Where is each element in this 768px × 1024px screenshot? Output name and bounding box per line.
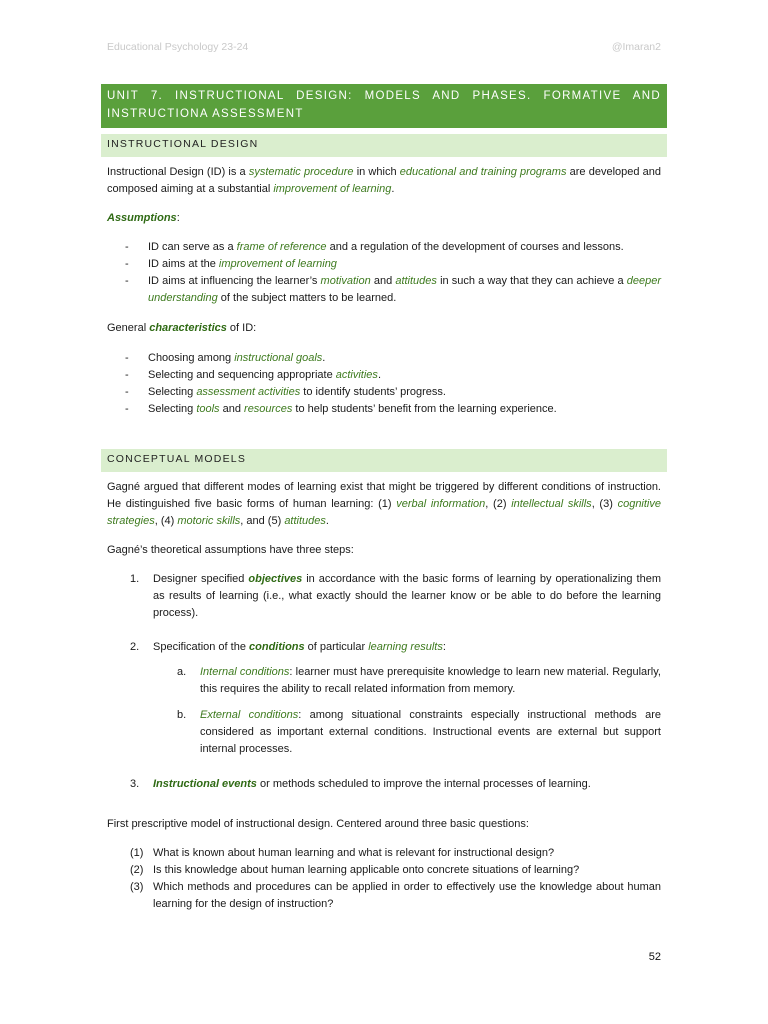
emphasis-term: motivation xyxy=(320,275,371,287)
dash-bullet: - xyxy=(125,403,129,415)
text-run: , and (5) xyxy=(240,515,285,527)
text-run: . xyxy=(377,369,381,381)
characteristics-heading xyxy=(107,320,661,337)
sub-step-text xyxy=(200,664,661,698)
emphasis-term: educational and training programs xyxy=(399,166,567,178)
text-run: of the subject matters to be learned. xyxy=(217,292,397,304)
text-run: ID can serve as a xyxy=(148,241,237,253)
sub-step-letter: b. xyxy=(177,709,187,721)
list-item xyxy=(107,350,661,367)
question-number: (3) xyxy=(130,881,144,893)
text-run: ID aims at influencing the learner’s xyxy=(148,275,321,287)
list-item xyxy=(107,256,661,273)
emphasis-term: tools xyxy=(196,403,220,415)
emphasis-term: frame of reference xyxy=(236,241,327,253)
text-run: : among situational constraints especially instructional methods are considered as important external conditions. Instructional events are external but support internal processes. xyxy=(200,709,661,755)
text-run: Instructional Design (ID) is a xyxy=(107,166,249,178)
text-run: Gagné argued that different modes of learning exist that might be triggered by different conditions of instruction. He distinguished five basic forms of human learning: (1) xyxy=(107,481,661,510)
text-run: : learner must have prerequisite knowledge to learn new material. Regularly, this requires the ability to recall related information from memory. xyxy=(200,666,661,695)
text-run: Selecting and sequencing appropriate xyxy=(148,369,336,381)
characteristics-label: characteristics xyxy=(149,322,227,334)
emphasis-term: deeper understanding xyxy=(148,275,661,304)
question-number: (1) xyxy=(130,847,144,859)
dash-bullet: - xyxy=(125,386,129,398)
emphasis-term: verbal information xyxy=(396,498,486,510)
list-item xyxy=(107,401,661,418)
list-item xyxy=(107,239,661,256)
text-run: Specification of the xyxy=(153,641,250,653)
sub-step-letter: a. xyxy=(177,666,187,678)
text-run: and xyxy=(219,403,245,415)
text-run: of ID: xyxy=(226,322,257,334)
text-run: ID aims at the xyxy=(148,258,219,270)
question-text: Is this knowledge about human learning applicable onto concrete situations of learning? xyxy=(153,864,580,876)
step-text xyxy=(153,776,661,793)
emphasis-term: Internal conditions xyxy=(200,666,290,678)
text-run: in such a way that they can achieve a xyxy=(436,275,627,287)
question-1 xyxy=(107,845,661,862)
gagne-intro-paragraph xyxy=(107,479,661,530)
emphasis-term: systematic procedure xyxy=(248,166,354,178)
characteristics-list xyxy=(107,350,661,418)
text-run: General xyxy=(107,322,150,334)
instructional-design-definition xyxy=(107,164,661,198)
step-2a xyxy=(107,664,661,698)
emphasis-term: improvement of learning xyxy=(273,183,392,195)
text-run: : xyxy=(442,641,446,653)
text-run: in which xyxy=(353,166,400,178)
page-number: 52 xyxy=(648,951,661,963)
text-run: . xyxy=(391,183,395,195)
header-author-handle: @Imaran2 xyxy=(611,41,661,53)
text-run: Selecting xyxy=(148,403,197,415)
emphasis-term: External conditions xyxy=(200,709,299,721)
question-text: Which methods and procedures can be applied in order to effectively use the knowledge about human learning for the design of instruction? xyxy=(153,881,661,910)
dash-bullet: - xyxy=(125,369,129,381)
text-run: , (4) xyxy=(154,515,178,527)
emphasis-term: objectives xyxy=(248,573,303,585)
step-2b xyxy=(107,707,661,758)
emphasis-term: attitudes xyxy=(284,515,326,527)
question-text: What is known about human learning and what is relevant for instructional design? xyxy=(153,847,555,859)
prescriptive-model-intro: First prescriptive model of instructional design. Centered around three basic questions: xyxy=(107,818,529,830)
assumptions-heading xyxy=(107,210,661,227)
text-run: , (3) xyxy=(591,498,618,510)
emphasis-term: assessment activities xyxy=(196,386,301,398)
text-run: . xyxy=(322,352,326,364)
emphasis-term: intellectual skills xyxy=(511,498,592,510)
text-run: : xyxy=(176,212,180,224)
sub-step-text xyxy=(200,707,661,758)
emphasis-term: resources xyxy=(244,403,293,415)
text-run: are developed and composed aiming at a substantial xyxy=(107,166,662,195)
text-run: , (2) xyxy=(485,498,512,510)
step-3 xyxy=(107,776,661,793)
dash-bullet: - xyxy=(125,258,129,270)
text-run: Designer specified xyxy=(153,573,249,585)
steps-intro: Gagné’s theoretical assumptions have three steps: xyxy=(107,544,354,556)
step-text xyxy=(153,639,661,656)
text-run: and xyxy=(370,275,396,287)
question-number: (2) xyxy=(130,864,144,876)
text-run: or methods scheduled to improve the internal processes of learning. xyxy=(256,778,591,790)
text-run: Selecting xyxy=(148,386,197,398)
emphasis-term: cognitive strategies xyxy=(107,498,661,527)
list-item xyxy=(107,384,661,401)
emphasis-term: conditions xyxy=(249,641,305,653)
step-number: 1. xyxy=(130,573,140,585)
text-run: to help students’ benefit from the learning experience. xyxy=(292,403,557,415)
question-3 xyxy=(107,879,661,913)
text-run: Choosing among xyxy=(148,352,235,364)
text-run: and a regulation of the development of courses and lessons. xyxy=(326,241,624,253)
emphasis-term: improvement of learning xyxy=(218,258,337,270)
running-header xyxy=(107,41,661,53)
text-run: in accordance with the basic forms of learning by operationalizing them as results of learning (i.e., what exactly should the learner know or be able to do before the learning process). xyxy=(153,573,661,619)
text-run: . xyxy=(325,515,329,527)
step-1 xyxy=(107,571,661,622)
emphasis-term: instructional goals xyxy=(234,352,323,364)
emphasis-term: Instructional events xyxy=(153,778,257,790)
list-item xyxy=(107,367,661,384)
list-item xyxy=(107,273,661,307)
assumptions-label: Assumptions xyxy=(107,212,177,224)
text-run: to identify students’ progress. xyxy=(300,386,446,398)
dash-bullet: - xyxy=(125,241,129,253)
emphasis-term: motoric skills xyxy=(177,515,241,527)
step-2 xyxy=(107,639,661,656)
step-number: 3. xyxy=(130,778,140,790)
dash-bullet: - xyxy=(125,352,129,364)
question-2 xyxy=(107,862,661,879)
dash-bullet: - xyxy=(125,275,129,287)
emphasis-term: activities xyxy=(335,369,378,381)
emphasis-term: learning results xyxy=(368,641,443,653)
step-number: 2. xyxy=(130,641,140,653)
header-course-title: Educational Psychology 23-24 xyxy=(107,41,249,53)
unit-title-banner: UNIT 7. INSTRUCTIONAL DESIGN: MODELS AND PHASES. FORMATIVE AND INSTRUCTIONA ASSESSMENT xyxy=(101,84,667,128)
assumptions-list xyxy=(107,239,661,307)
section-heading-instructional-design: INSTRUCTIONAL DESIGN xyxy=(101,134,667,157)
text-run: of particular xyxy=(304,641,369,653)
emphasis-term: attitudes xyxy=(395,275,437,287)
step-text xyxy=(153,571,661,622)
section-heading-conceptual-models: CONCEPTUAL MODELS xyxy=(101,449,667,472)
